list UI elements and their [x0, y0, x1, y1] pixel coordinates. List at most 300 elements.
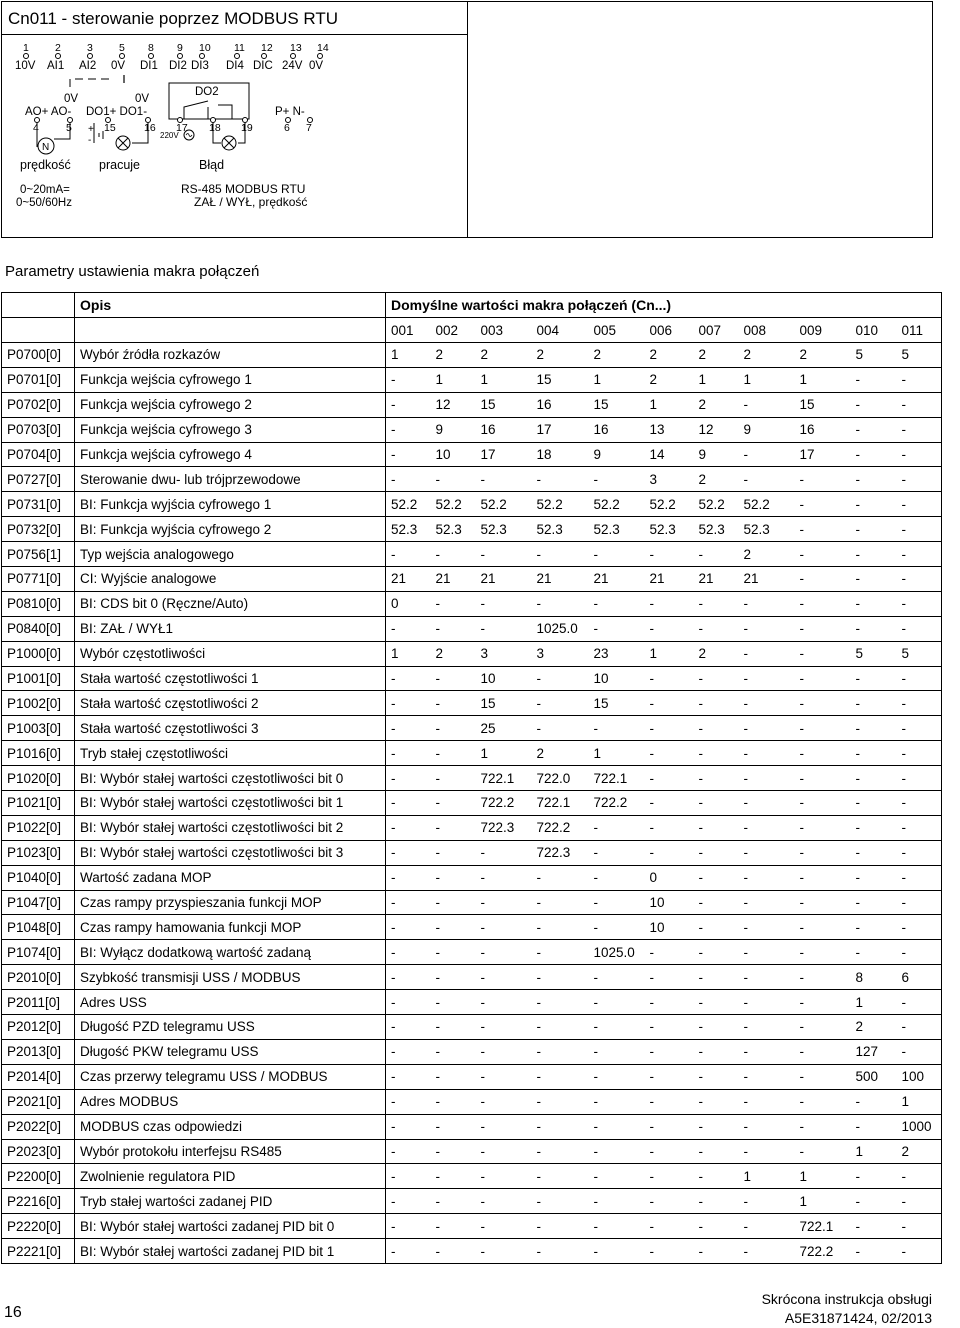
- macro-value-cell: -: [476, 616, 532, 641]
- macro-value-cell: -: [476, 990, 532, 1015]
- table-header-row-1: [2, 293, 942, 318]
- terminal-dot: [318, 54, 323, 59]
- macro-value-cell: -: [532, 1214, 589, 1239]
- macro-value-cell: -: [897, 990, 942, 1015]
- macro-value-cell: 722.2: [795, 1239, 851, 1264]
- macro-value-cell: -: [589, 1015, 645, 1040]
- macro-value-cell: 722.1: [476, 766, 532, 791]
- param-desc-cell: BI: Wybór stałej wartości zadanej PID bit 0: [75, 1214, 386, 1239]
- defaults-header: Domyślne wartości makra połączeń (Cn...): [386, 293, 942, 318]
- macro-column-header: 011: [897, 318, 942, 343]
- macro-value-cell: -: [476, 915, 532, 940]
- macro-value-cell: 52.3: [589, 517, 645, 542]
- macro-value-cell: -: [386, 940, 431, 965]
- macro-value-cell: 1025.0: [589, 940, 645, 965]
- param-id-cell: P2220[0]: [2, 1214, 75, 1239]
- terminal-number: 13: [290, 42, 302, 54]
- zero-v-label-2: 0V: [135, 93, 150, 105]
- param-id-cell: P2021[0]: [2, 1089, 75, 1114]
- param-id-cell: P1003[0]: [2, 716, 75, 741]
- macro-value-cell: 0: [386, 591, 431, 616]
- terminal-number: 8: [148, 42, 154, 54]
- table-row: [2, 567, 942, 592]
- macro-value-cell: -: [431, 616, 476, 641]
- macro-value-cell: 1: [694, 367, 739, 392]
- macro-value-cell: 1: [589, 367, 645, 392]
- macro-value-cell: -: [386, 1214, 431, 1239]
- macro-value-cell: 722.2: [532, 815, 589, 840]
- param-desc-cell: Adres USS: [75, 990, 386, 1015]
- macro-value-cell: -: [431, 741, 476, 766]
- macro-value-cell: 1: [589, 741, 645, 766]
- terminal-number-bottom: 17: [176, 122, 188, 134]
- macro-value-cell: 16: [476, 417, 532, 442]
- macro-value-cell: -: [532, 1189, 589, 1214]
- macro-value-cell: -: [851, 716, 897, 741]
- param-id-cell: P1023[0]: [2, 840, 75, 865]
- macro-value-cell: -: [386, 467, 431, 492]
- macro-value-cell: -: [476, 1239, 532, 1264]
- terminal-dot: [291, 54, 296, 59]
- macro-value-cell: 12: [694, 417, 739, 442]
- table-row: [2, 1214, 942, 1239]
- macro-value-cell: -: [386, 1239, 431, 1264]
- macro-value-cell: 21: [739, 567, 795, 592]
- analog-range-2: 0~50/60Hz: [16, 197, 72, 209]
- param-desc-cell: Długość PKW telegramu USS: [75, 1039, 386, 1064]
- macro-value-cell: 10: [431, 442, 476, 467]
- macro-value-cell: 52.3: [739, 517, 795, 542]
- param-desc-cell: Długość PZD telegramu USS: [75, 1015, 386, 1040]
- macro-value-cell: 5: [897, 343, 942, 368]
- terminal-label: DI2: [169, 60, 187, 72]
- macro-value-cell: -: [386, 1114, 431, 1139]
- macro-value-cell: -: [739, 641, 795, 666]
- macro-value-cell: 52.2: [739, 492, 795, 517]
- param-id-cell: P2012[0]: [2, 1015, 75, 1040]
- terminal-dot: [88, 54, 93, 59]
- param-desc-cell: Wybór źródła rozkazów: [75, 343, 386, 368]
- table-row: [2, 492, 942, 517]
- rs485-sub-label: ZAŁ / WYŁ, prędkość: [194, 195, 308, 209]
- macro-value-cell: -: [532, 865, 589, 890]
- macro-value-cell: 15: [589, 392, 645, 417]
- terminal-number-bottom: 4: [33, 122, 39, 134]
- table-row: [2, 1114, 942, 1139]
- macro-value-cell: -: [431, 1214, 476, 1239]
- macro-value-cell: -: [694, 1189, 739, 1214]
- param-id-cell: P0704[0]: [2, 442, 75, 467]
- macro-value-cell: 1: [851, 1139, 897, 1164]
- param-desc-cell: Funkcja wejścia cyfrowego 2: [75, 392, 386, 417]
- rs485-label: RS-485 MODBUS RTU: [181, 182, 306, 196]
- macro-value-cell: -: [739, 691, 795, 716]
- macro-value-cell: -: [897, 890, 942, 915]
- table-row: [2, 442, 942, 467]
- macro-value-cell: -: [645, 766, 694, 791]
- macro-value-cell: -: [739, 1015, 795, 1040]
- macro-value-cell: -: [795, 915, 851, 940]
- macro-value-cell: -: [694, 1089, 739, 1114]
- param-id-cell: P1016[0]: [2, 741, 75, 766]
- param-desc-cell: CI: Wyjście analogowe: [75, 567, 386, 592]
- macro-value-cell: -: [897, 766, 942, 791]
- macro-value-cell: -: [795, 741, 851, 766]
- macro-value-cell: -: [431, 1139, 476, 1164]
- terminal-label: 10V: [15, 60, 36, 72]
- macro-value-cell: -: [897, 467, 942, 492]
- macro-value-cell: -: [431, 791, 476, 816]
- macro-column-header: 010: [851, 318, 897, 343]
- terminal-number: 14: [317, 42, 329, 54]
- zero-v-label-1: 0V: [64, 93, 79, 105]
- macro-value-cell: -: [589, 1189, 645, 1214]
- macro-value-cell: -: [645, 1064, 694, 1089]
- macro-value-cell: -: [694, 666, 739, 691]
- macro-value-cell: -: [739, 915, 795, 940]
- macro-value-cell: -: [645, 815, 694, 840]
- macro-value-cell: -: [431, 990, 476, 1015]
- macro-column-header: 003: [476, 318, 532, 343]
- param-id-cell: P0840[0]: [2, 616, 75, 641]
- macro-value-cell: 16: [589, 417, 645, 442]
- table-row: [2, 865, 942, 890]
- macro-value-cell: 1: [795, 1164, 851, 1189]
- macro-value-cell: -: [795, 1064, 851, 1089]
- macro-value-cell: -: [897, 392, 942, 417]
- macro-value-cell: -: [386, 417, 431, 442]
- macro-value-cell: -: [589, 1139, 645, 1164]
- table-row: [2, 940, 942, 965]
- macro-value-cell: -: [897, 716, 942, 741]
- macro-value-cell: -: [532, 1039, 589, 1064]
- do1-label: DO1+ DO1-: [86, 106, 148, 118]
- param-desc-cell: Wybór częstotliwości: [75, 641, 386, 666]
- macro-value-cell: -: [532, 1064, 589, 1089]
- macro-value-cell: 1: [386, 641, 431, 666]
- macro-value-cell: -: [645, 666, 694, 691]
- macro-value-cell: -: [739, 442, 795, 467]
- macro-value-cell: -: [476, 865, 532, 890]
- macro-value-cell: -: [897, 741, 942, 766]
- macro-value-cell: 9: [739, 417, 795, 442]
- param-desc-cell: BI: Wybór stałej wartości częstotliwości bit 0: [75, 766, 386, 791]
- macro-value-cell: 8: [851, 965, 897, 990]
- macro-value-cell: 12: [431, 392, 476, 417]
- macro-value-cell: 1: [431, 367, 476, 392]
- meter-letter: N: [42, 142, 50, 153]
- terminal-dot: [178, 54, 183, 59]
- macro-value-cell: -: [431, 965, 476, 990]
- fault-label: Błąd: [199, 158, 225, 172]
- macro-value-cell: 722.0: [532, 766, 589, 791]
- macro-value-cell: 1000: [897, 1114, 942, 1139]
- macro-value-cell: 52.2: [589, 492, 645, 517]
- macro-value-cell: 52.2: [645, 492, 694, 517]
- param-id-cell: P0731[0]: [2, 492, 75, 517]
- macro-value-cell: -: [795, 542, 851, 567]
- macro-value-cell: -: [431, 915, 476, 940]
- macro-value-cell: -: [532, 1139, 589, 1164]
- terminal-number: 11: [234, 42, 245, 54]
- macro-value-cell: 722.3: [476, 815, 532, 840]
- macro-value-cell: -: [739, 791, 795, 816]
- macro-value-cell: -: [386, 1039, 431, 1064]
- macro-value-cell: -: [851, 1214, 897, 1239]
- macro-value-cell: -: [386, 890, 431, 915]
- param-id-cell: P1040[0]: [2, 865, 75, 890]
- macro-value-cell: -: [431, 1089, 476, 1114]
- ai-jumper-line: [70, 79, 114, 87]
- macro-value-cell: -: [694, 591, 739, 616]
- macro-value-cell: -: [431, 1015, 476, 1040]
- battery-symbol: [94, 123, 103, 143]
- macro-value-cell: -: [795, 1015, 851, 1040]
- macro-value-cell: 2: [897, 1139, 942, 1164]
- macro-value-cell: -: [795, 990, 851, 1015]
- macro-value-cell: -: [739, 815, 795, 840]
- macro-value-cell: -: [851, 542, 897, 567]
- macro-value-cell: 3: [476, 641, 532, 666]
- macro-value-cell: -: [694, 965, 739, 990]
- macro-value-cell: -: [739, 990, 795, 1015]
- macro-value-cell: -: [795, 591, 851, 616]
- terminal-dot: [56, 54, 61, 59]
- param-header-blank: [2, 318, 75, 343]
- macro-value-cell: 2: [694, 641, 739, 666]
- param-desc-cell: Wybór protokołu interfejsu RS485: [75, 1139, 386, 1164]
- param-desc-cell: Tryb stałej częstotliwości: [75, 741, 386, 766]
- macro-value-cell: -: [431, 840, 476, 865]
- macro-value-cell: -: [897, 865, 942, 890]
- macro-value-cell: -: [645, 965, 694, 990]
- footer-doc-ref: A5E31871424, 02/2013: [784, 1310, 932, 1326]
- macro-value-cell: 1: [739, 367, 795, 392]
- macro-value-cell: -: [694, 1039, 739, 1064]
- macro-value-cell: -: [476, 965, 532, 990]
- macro-value-cell: -: [645, 716, 694, 741]
- macro-value-cell: 722.1: [589, 766, 645, 791]
- param-desc-cell: BI: Wybór stałej wartości zadanej PID bit 1: [75, 1239, 386, 1264]
- macro-value-cell: -: [431, 1189, 476, 1214]
- macro-value-cell: -: [851, 1114, 897, 1139]
- table-row: [2, 666, 942, 691]
- macro-value-cell: -: [589, 591, 645, 616]
- macro-value-cell: -: [589, 716, 645, 741]
- param-desc-cell: MODBUS czas odpowiedzi: [75, 1114, 386, 1139]
- macro-value-cell: -: [694, 840, 739, 865]
- macro-value-cell: -: [897, 791, 942, 816]
- macro-value-cell: 2: [851, 1015, 897, 1040]
- macro-value-cell: 2: [431, 641, 476, 666]
- macro-value-cell: -: [795, 1089, 851, 1114]
- macro-value-cell: 18: [532, 442, 589, 467]
- macro-value-cell: 1: [386, 343, 431, 368]
- table-row: [2, 815, 942, 840]
- macro-value-cell: -: [897, 840, 942, 865]
- terminal-number: 2: [55, 42, 61, 54]
- table-row: [2, 766, 942, 791]
- macro-value-cell: 13: [645, 417, 694, 442]
- param-desc-cell: Sterowanie dwu- lub trójprzewodowe: [75, 467, 386, 492]
- macro-value-cell: -: [476, 940, 532, 965]
- macro-value-cell: 5: [851, 641, 897, 666]
- box-divider: [467, 2, 468, 237]
- terminal-dot: [120, 54, 125, 59]
- macro-value-cell: -: [795, 492, 851, 517]
- terminal-number: 1: [23, 42, 29, 54]
- param-desc-cell: Stała wartość częstotliwości 3: [75, 716, 386, 741]
- macro-value-cell: -: [897, 1189, 942, 1214]
- param-id-cell: P0732[0]: [2, 517, 75, 542]
- param-desc-cell: Wartość zadana MOP: [75, 865, 386, 890]
- macro-value-cell: -: [386, 840, 431, 865]
- table-row: [2, 1139, 942, 1164]
- terminal-number: 9: [177, 42, 183, 54]
- macro-value-cell: -: [851, 815, 897, 840]
- macro-value-cell: -: [532, 1239, 589, 1264]
- macro-value-cell: -: [431, 467, 476, 492]
- macro-value-cell: -: [589, 1239, 645, 1264]
- macro-value-cell: 17: [795, 442, 851, 467]
- param-id-cell: P2014[0]: [2, 1064, 75, 1089]
- macro-value-cell: -: [476, 591, 532, 616]
- macro-value-cell: -: [476, 467, 532, 492]
- macro-value-cell: -: [694, 815, 739, 840]
- macro-value-cell: -: [386, 616, 431, 641]
- macro-value-cell: -: [386, 865, 431, 890]
- macro-value-cell: -: [589, 1064, 645, 1089]
- macro-value-cell: -: [645, 840, 694, 865]
- terminal-label: DI3: [191, 60, 209, 72]
- macro-value-cell: -: [386, 741, 431, 766]
- terminal-dot: [24, 54, 29, 59]
- macro-value-cell: -: [739, 1039, 795, 1064]
- macro-value-cell: 2: [739, 343, 795, 368]
- macro-value-cell: -: [532, 940, 589, 965]
- table-row: [2, 467, 942, 492]
- macro-value-cell: -: [645, 542, 694, 567]
- table-row: [2, 417, 942, 442]
- table-row: [2, 1164, 942, 1189]
- footer-doc-title: Skrócona instrukcja obsługi: [761, 1291, 932, 1307]
- macro-value-cell: 2: [645, 367, 694, 392]
- macro-value-cell: -: [739, 1189, 795, 1214]
- macro-value-cell: 21: [386, 567, 431, 592]
- macro-value-cell: -: [851, 915, 897, 940]
- macro-value-cell: -: [851, 517, 897, 542]
- macro-value-cell: 127: [851, 1039, 897, 1064]
- table-row: [2, 741, 942, 766]
- macro-value-cell: 17: [476, 442, 532, 467]
- macro-value-cell: 52.2: [386, 492, 431, 517]
- param-id-cell: P1022[0]: [2, 815, 75, 840]
- table-row: [2, 915, 942, 940]
- macro-value-cell: -: [897, 1214, 942, 1239]
- param-desc-cell: BI: Wybór stałej wartości częstotliwości bit 2: [75, 815, 386, 840]
- macro-value-cell: -: [851, 392, 897, 417]
- macro-value-cell: -: [645, 1189, 694, 1214]
- terminal-dot: [235, 54, 240, 59]
- macro-column-header: 001: [386, 318, 431, 343]
- macro-value-cell: -: [739, 865, 795, 890]
- param-desc-cell: Stała wartość częstotliwości 2: [75, 691, 386, 716]
- terminal-label: DI1: [140, 60, 158, 72]
- terminal-number-bottom: 7: [306, 122, 312, 134]
- macro-value-cell: -: [897, 1039, 942, 1064]
- macro-value-cell: 21: [532, 567, 589, 592]
- macro-value-cell: -: [386, 367, 431, 392]
- terminal-number: 12: [261, 42, 273, 54]
- table-row: [2, 1189, 942, 1214]
- macro-value-cell: -: [589, 616, 645, 641]
- macro-value-cell: -: [431, 666, 476, 691]
- param-desc-cell: Funkcja wejścia cyfrowego 4: [75, 442, 386, 467]
- param-id-cell: P2216[0]: [2, 1189, 75, 1214]
- macro-value-cell: -: [431, 1164, 476, 1189]
- macro-value-cell: -: [386, 1064, 431, 1089]
- macro-value-cell: 722.2: [476, 791, 532, 816]
- macro-value-cell: 1: [476, 367, 532, 392]
- macro-value-cell: 1: [897, 1089, 942, 1114]
- macro-value-cell: -: [386, 965, 431, 990]
- macro-value-cell: -: [851, 940, 897, 965]
- macro-value-cell: 16: [795, 417, 851, 442]
- macro-value-cell: 2: [532, 741, 589, 766]
- macro-value-cell: -: [476, 1114, 532, 1139]
- terminal-label: AI1: [47, 60, 65, 72]
- macro-value-cell: 52.3: [532, 517, 589, 542]
- macro-value-cell: -: [645, 990, 694, 1015]
- terminal-label: 24V: [282, 60, 303, 72]
- macro-value-cell: -: [795, 791, 851, 816]
- macro-value-cell: -: [476, 1139, 532, 1164]
- macro-value-cell: -: [645, 1164, 694, 1189]
- ac-wave: [186, 134, 192, 137]
- macro-value-cell: -: [431, 691, 476, 716]
- macro-value-cell: -: [795, 1039, 851, 1064]
- macro-value-cell: -: [851, 865, 897, 890]
- macro-value-cell: -: [386, 1139, 431, 1164]
- macro-value-cell: -: [431, 1039, 476, 1064]
- table-row: [2, 1015, 942, 1040]
- table-row: [2, 965, 942, 990]
- macro-value-cell: -: [532, 915, 589, 940]
- table-row: [2, 1239, 942, 1264]
- terminal-dot: [149, 54, 154, 59]
- macro-value-cell: -: [694, 616, 739, 641]
- macro-value-cell: -: [431, 940, 476, 965]
- param-id-cell: P2010[0]: [2, 965, 75, 990]
- terminal-number-bottom: 6: [284, 122, 290, 134]
- macro-value-cell: -: [645, 1114, 694, 1139]
- macro-value-cell: -: [645, 616, 694, 641]
- param-id-cell: P0771[0]: [2, 567, 75, 592]
- macro-value-cell: 1: [739, 1164, 795, 1189]
- macro-value-cell: -: [645, 1139, 694, 1164]
- macro-value-cell: -: [645, 691, 694, 716]
- voltage-220-label: 220V: [160, 131, 179, 140]
- running-label: pracuje: [99, 158, 140, 172]
- macro-value-cell: -: [694, 990, 739, 1015]
- macro-value-cell: -: [795, 890, 851, 915]
- terminal-number-bottom: 19: [241, 122, 253, 134]
- param-desc-cell: Typ wejścia analogowego: [75, 542, 386, 567]
- macro-value-cell: -: [476, 890, 532, 915]
- macro-column-header: 002: [431, 318, 476, 343]
- macro-value-cell: -: [589, 965, 645, 990]
- macro-value-cell: -: [897, 1015, 942, 1040]
